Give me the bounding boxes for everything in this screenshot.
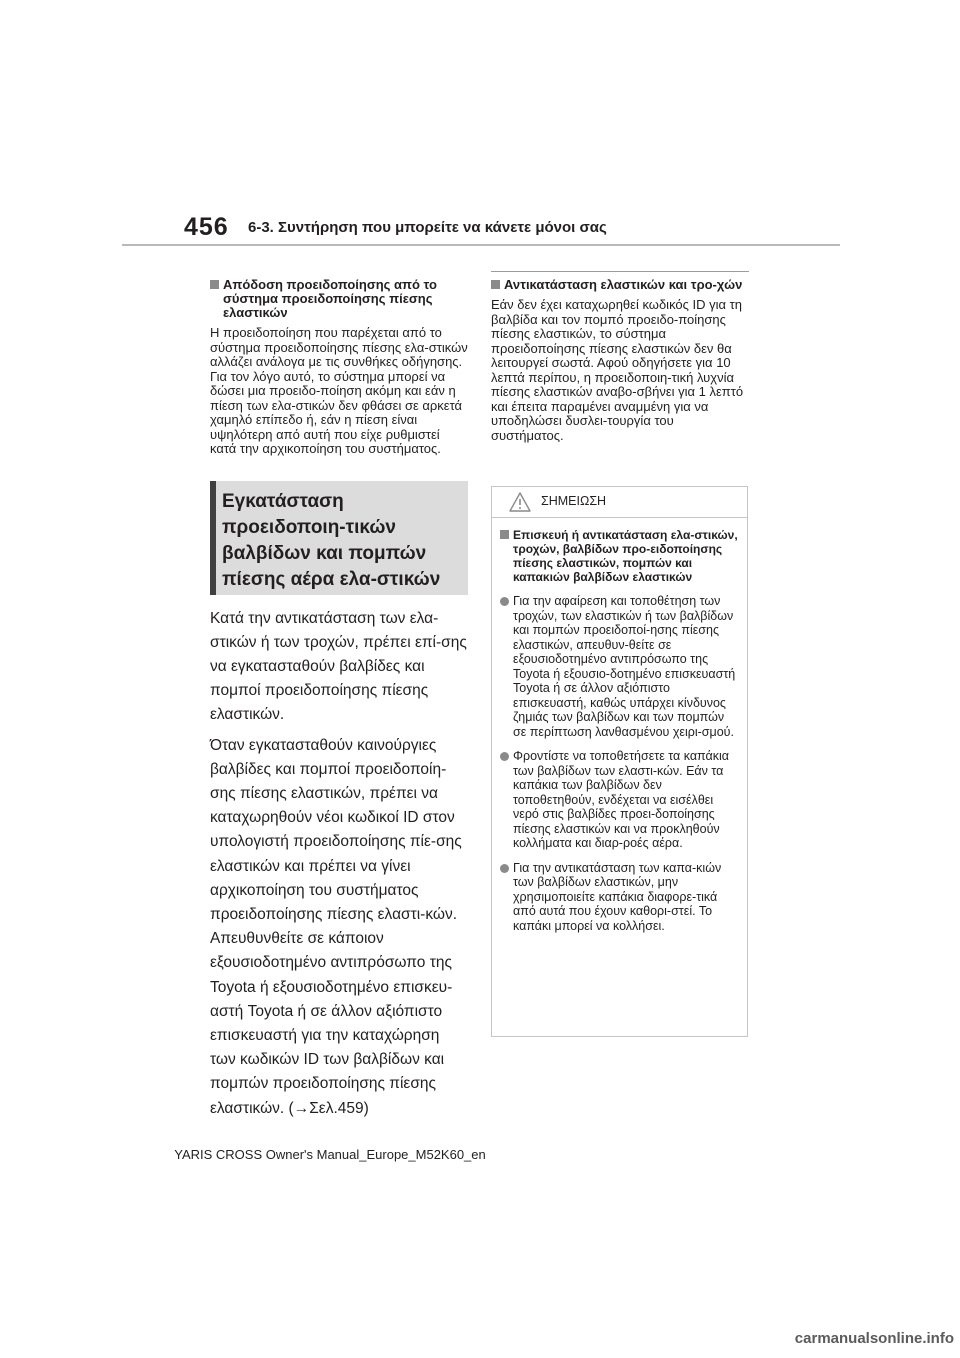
note-title: ΣΗΜΕΙΩΣΗ — [541, 494, 607, 508]
circle-bullet-icon — [500, 597, 509, 606]
subheading-warning-performance — [210, 278, 468, 320]
note-bullet — [500, 749, 739, 851]
note-header — [492, 487, 747, 518]
square-bullet-icon — [210, 280, 219, 289]
note-bullet-text: Για την αντικατάσταση των καπα-κιών των βαλβίδων ελαστικών, μην χρησιμοποιείτε καπάκια διαφορε-τικά από αυτά που έχουν καθορι-στεί. Το καπάκι μπορεί να κολλήσει. — [513, 860, 722, 933]
warning-performance-paragraph: Η προειδοποίηση που παρέχεται από το σύστημα προειδοποίησης πίεσης ελα-στικών αλλάζει ανάλογα με τις συνθήκες οδήγησης. Για τον λόγο αυτό, το σύστημα μπορεί να δώσει μια προειδο-ποίηση ακόμη και εάν η πίεση των ελα-στικών δεν φθάσει σε αρκετά χαμηλό επίπεδο ή, εάν η πίεση είναι υψηλότερη από αυτή που είχε ρυθμιστεί κατά την αρχικοποίηση του συστήματος. — [210, 325, 468, 456]
square-bullet-icon — [491, 280, 500, 289]
note-box — [491, 486, 748, 1037]
note-bullet — [500, 594, 739, 739]
header-rule — [122, 244, 840, 246]
circle-bullet-icon — [500, 864, 509, 873]
left-column — [210, 278, 468, 1121]
page-number: 456 — [184, 213, 229, 241]
page-header — [0, 0, 960, 250]
note-bullet — [500, 861, 739, 934]
square-bullet-icon — [500, 530, 509, 539]
section-title: Εγκατάσταση προειδοποιη-τικών βαλβίδων και πομπών πίεσης αέρα ελα-στικών — [222, 490, 441, 590]
note-bullet-text: Φροντίστε να τοποθετήσετε τα καπάκια των βαλβίδων των ελαστι-κών. Εάν τα καπάκια των βαλβίδων δεν τοποθετηθούν, ενδέχεται να εισέλθει νερό στις βαλβίδες προει-δοποίησης πίεσης ελαστικών και να προκληθούν κολλήματα και διαρ-ροές αέρα. — [513, 749, 729, 850]
right-column — [491, 278, 749, 443]
section-heading-box — [210, 481, 468, 595]
watermark: carmanualsonline.info — [794, 1330, 954, 1347]
note-subheading-text: Επισκευή ή αντικατάσταση ελα-στικών, τροχών, βαλβίδων προ-ειδοποίησης πίεσης ελαστικών, πομπών και καπακιών βαλβίδων ελαστικών — [513, 528, 738, 584]
circle-bullet-icon — [500, 752, 509, 761]
tire-replacement-paragraph: Εάν δεν έχει καταχωρηθεί κωδικός ID για τη βαλβίδα και τον πομπό προειδο-ποίησης πίεσης ελαστικών, το σύστημα προειδοποίησης πίεσης ελαστικών δεν θα λειτουργεί σωστά. Αφού οδηγήσετε για 10 λεπτά περίπου, η προειδοποιη-τική λυχνία πίεσης ελαστικών αναβο-σβήνει για 1 λεπτό και έπειτα παραμένει αναμμένη για να υποδηλώσει δυσλει-τουργία του συστήματος. — [491, 297, 744, 443]
note-body — [492, 518, 747, 933]
note-subheading — [500, 528, 739, 584]
body-paragraph-2: Όταν εγκατασταθούν καινούργιες βαλβίδες και πομποί προειδοποίη-σης πίεσης ελαστικών, πρέπει να καταχωρηθούν νέοι κωδικοί ID στον υπολογιστή προειδοποίησης πίε-σης ελαστικών και πρέπει να γίνει αρχικοποίηση του συστήματος προειδοποίησης πίεσης ελαστι-κών. Απευθυνθείτε σε κάποιον εξουσιοδοτημένο αντιπρόσωπο της Toyota ή εξουσιοδοτημένο επισκευ-αστή Toyota ή σε άλλον αξιόπιστο επισκευαστή για την καταχώρηση των κωδικών ID των βαλβίδων και πομπών προειδοποίησης πίεσης ελαστικών. (→Σελ.459) — [210, 736, 462, 1117]
right-column-rule — [491, 271, 749, 272]
chapter-title: 6-3. Συντήρηση που μπορείτε να κάνετε μόνοι σας — [248, 219, 607, 236]
subheading-tire-replacement — [491, 278, 749, 292]
note-bullet-text: Για την αφαίρεση και τοποθέτηση των τροχών, των ελαστικών ή των βαλβίδων και πομπών προειδοποί-ησης πίεσης ελαστικών, απευθυν-θείτε σε εξουσιοδοτημένο αντιπρόσωπο της Toyota ή εξουσιο-δοτημένο επισκευαστή Toyota ή σε άλλον αξιόπιστο επισκευαστή, καθώς υπάρχει κίνδυνος ζημιάς των βαλβίδων και των πομπών σε περίπτωση λανθασμένου χειρι-σμού. — [513, 594, 736, 739]
warning-triangle-icon — [508, 491, 532, 513]
subheading-text: Αντικατάσταση ελαστικών και τρο-χών — [504, 277, 743, 292]
page-footer — [0, 1147, 960, 1162]
section-heading-bar — [210, 481, 216, 595]
footer-text: YARIS CROSS Owner's Manual_Europe_M52K60_en — [174, 1147, 486, 1162]
subheading-text: Απόδοση προειδοποίησης από το σύστημα προειδοποίησης πίεσης ελαστικών — [223, 277, 437, 320]
body-paragraph-1: Κατά την αντικατάσταση των ελα-στικών ή των τροχών, πρέπει επί-σης να εγκατασταθούν βαλβίδες και πομποί προειδοποίησης πίεσης ελαστικών. — [210, 609, 467, 724]
